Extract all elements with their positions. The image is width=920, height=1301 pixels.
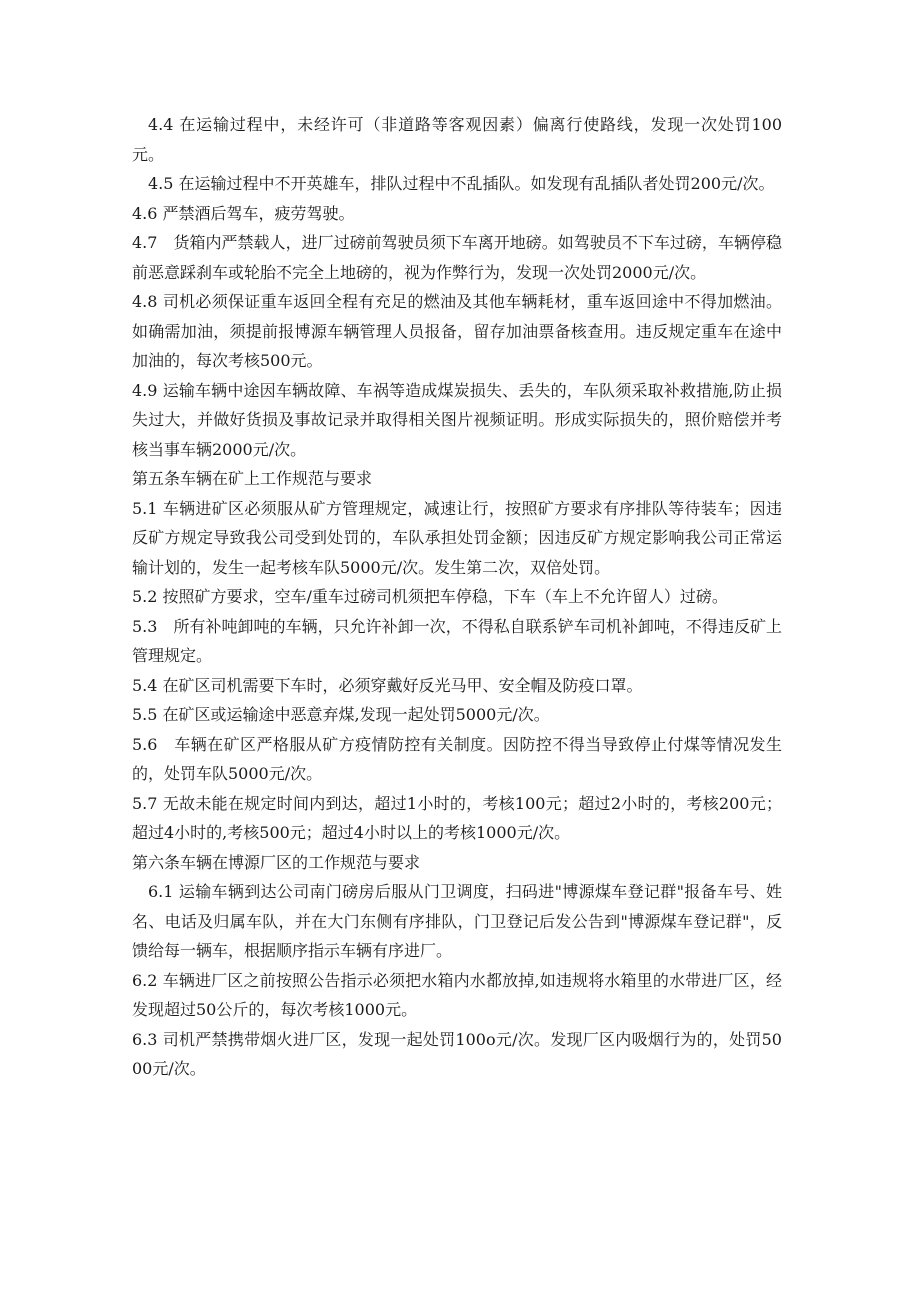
clause-5-5: 5.5 在矿区或运输途中恶意弃煤,发现一起处罚5000元/次。 [132,705,550,724]
clause-4-7: 4.7 货箱内严禁载人，进厂过磅前驾驶员须下车离开地磅。如驾驶员不下车过磅，车辆停稳前恶意踩刹车或轮胎不完全上地磅的，视为作弊行为，发现一次处罚2000元/次。 [132,233,782,282]
clause-4-4: 4.4 在运输过程中，未经许可（非道路等客观因素）偏离行使路线，发现一次处罚100元。 [132,115,782,164]
clause-6-1: 6.1 运输车辆到达公司南门磅房后服从门卫调度，扫码进"博源煤车登记群"报备车号、姓名、电话及归属车队，并在大门东侧有序排队，门卫登记后发公告到"博源煤车登记群"，反馈给每一辆车，根据顺序指示车辆有序进厂。 [132,882,782,960]
clause-5-2: 5.2 按照矿方要求，空车/重车过磅司机须把车停稳，下车（车上不允许留人）过磅。 [132,587,728,606]
clause-6-2: 6.2 车辆进厂区之前按照公告指示必须把水箱内水都放掉,如违规将水箱里的水带进厂区，经发现超过50公斤的，每次考核1000元。 [132,970,782,1019]
section-heading-6: 第六条车辆在博源厂区的工作规范与要求 [132,852,421,872]
clause-5-1: 5.1 车辆进矿区必须服从矿方管理规定，减速让行，按照矿方要求有序排队等待装车；因违反矿方规定导致我公司受到处罚的，车队承担处罚金额；因违反矿方规定影响我公司正常运输计划的，发生一起考核车队5000元/次。发生第二次，双倍处罚。 [132,498,782,577]
clause-5-4: 5.4 在矿区司机需要下车时，必须穿戴好反光马甲、安全帽及防疫口罩。 [132,675,643,695]
clause-4-6: 4.6 严禁酒后驾车，疲劳驾驶。 [132,203,355,223]
document-page [132,110,782,1084]
clause-4-5: 4.5 在运输过程中不开英雄车，排队过程中不乱插队。如发现有乱插队者处罚200元/次。 [148,174,775,193]
clause-4-9: 4.9 运输车辆中途因车辆故障、车祸等造成煤炭损失、丢失的，车队须采取补救措施,防止损失过大，并做好货损及事故记录并取得相关图片视频证明。形成实际损失的，照价赔偿并考核当事车辆2000元/次。 [132,380,782,459]
clause-5-3: 5.3 所有补吨卸吨的车辆，只允许补卸一次，不得私自联系铲车司机补卸吨，不得违反矿上管理规定。 [132,616,782,665]
clause-5-7: 5.7 无故未能在规定时间内到达，超过1小时的，考核100元；超过2小时的，考核200元；超过4小时的,考核500元；超过4小时以上的考核1000元/次。 [132,793,782,842]
clause-5-6: 5.6 车辆在矿区严格服从矿方疫情防控有关制度。因防控不得当导致停止付煤等情况发生的，处罚车队5000元/次。 [132,734,782,783]
clause-4-8: 4.8 司机必须保证重车返回全程有充足的燃油及其他车辆耗材，重车返回途中不得加燃油。如确需加油，须提前报博源车辆管理人员报备，留存加油票备核查用。违反规定重车在途中加油的，每次考核500元。 [132,292,782,370]
clause-6-3: 6.3 司机严禁携带烟火进厂区，发现一起处罚100o元/次。发现厂区内吸烟行为的，处罚5000元/次。 [132,1029,782,1078]
section-heading-5: 第五条车辆在矿上工作规范与要求 [132,469,373,488]
